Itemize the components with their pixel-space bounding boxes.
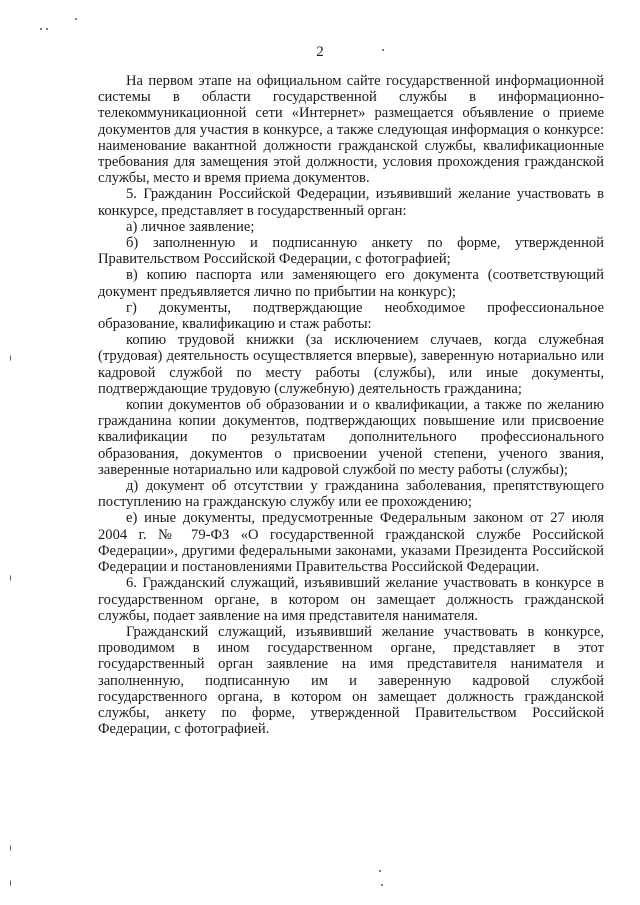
document-body (98, 73, 604, 737)
scan-speck (10, 880, 11, 886)
paragraph-education-docs: копии документов об образовании и о квалификации, а также по желанию гражданина копии документов, подтверждающих повышение или присвоение квалификации по результатам дополнительного профессионального образования, документов о присвоении ученой степени, ученого звания, заверенные нотариально или кадровой службой по месту работы (службы); (98, 397, 604, 478)
scan-speck (46, 28, 48, 30)
scan-speck (10, 575, 11, 581)
scan-speck (10, 355, 11, 361)
paragraph-item-5b: б) заполненную и подписанную анкету по форме, утвержденной Правительством Российской Федерации, с фотографией; (98, 235, 604, 268)
paragraph-first-stage: На первом этапе на официальном сайте государственной информационной системы в области государственной службы в информационно-телекоммуникационной сети «Интернет» размещается объявление о приеме документов для участия в конкурсе, а также следующая информация о конкурсе: наименование вакантной должности гражданской службы, квалификационные требования для замещения этой должности, условия прохождения гражданской службы, место и время приема документов. (98, 73, 604, 187)
paragraph-item-5v: в) копию паспорта или заменяющего его документа (соответствующий документ предъявляется лично по прибытии на конкурс); (98, 267, 604, 300)
paragraph-item-5g: г) документы, подтверждающие необходимое профессиональное образование, квалификацию и стаж работы: (98, 299, 604, 333)
paragraph-other-agency: Гражданский служащий, изъявивший желание участвовать в конкурсе, проводимом в ином государственном органе, представляет в этот государственный орган заявление на имя представителя нанимателя и заполненную, подписанную им и заверенную кадровой службой государственного органа, в котором он замещает должность гражданской службы, анкету по форме, утвержденной Правительством Российской Федерации, с фотографией. (98, 623, 604, 738)
paragraph-item-6: 6. Гражданский служащий, изъявивший желание участвовать в конкурсе в государственном органе, в котором он замещает должность гражданской службы, подает заявление на имя представителя нанимателя. (98, 575, 604, 624)
paragraph-item-5: 5. Гражданин Российской Федерации, изъявивший желание участвовать в конкурсе, представляет в государственный орган: (98, 186, 604, 219)
scan-speck (10, 845, 11, 851)
scan-speck (75, 18, 77, 20)
scan-speck (379, 870, 381, 872)
scan-speck (381, 884, 383, 886)
scan-speck (40, 28, 42, 30)
page-number: 2 (316, 44, 324, 60)
paragraph-item-5a: а) личное заявление; (126, 218, 255, 235)
paragraph-item-5e: е) иные документы, предусмотренные Федеральным законом от 27 июля 2004 г. № 79-ФЗ «О государственной гражданской службе Российской Федерации», другими федеральными законами, указами Президента Российской Федерации и постановлениями Правительства Российской Федерации. (98, 510, 604, 576)
scan-speck (382, 49, 384, 51)
paragraph-item-5d: д) документ об отсутствии у гражданина заболевания, препятствующего поступлению на гражданскую службу или ее прохождению; (98, 478, 604, 511)
paragraph-labor-book: копию трудовой книжки (за исключением случаев, когда служебная (трудовая) деятельность осуществляется впервые), заверенную нотариально или кадровой службой по месту работы (службы), или иные документы, подтверждающие трудовую (служебную) деятельность гражданина; (98, 332, 604, 397)
